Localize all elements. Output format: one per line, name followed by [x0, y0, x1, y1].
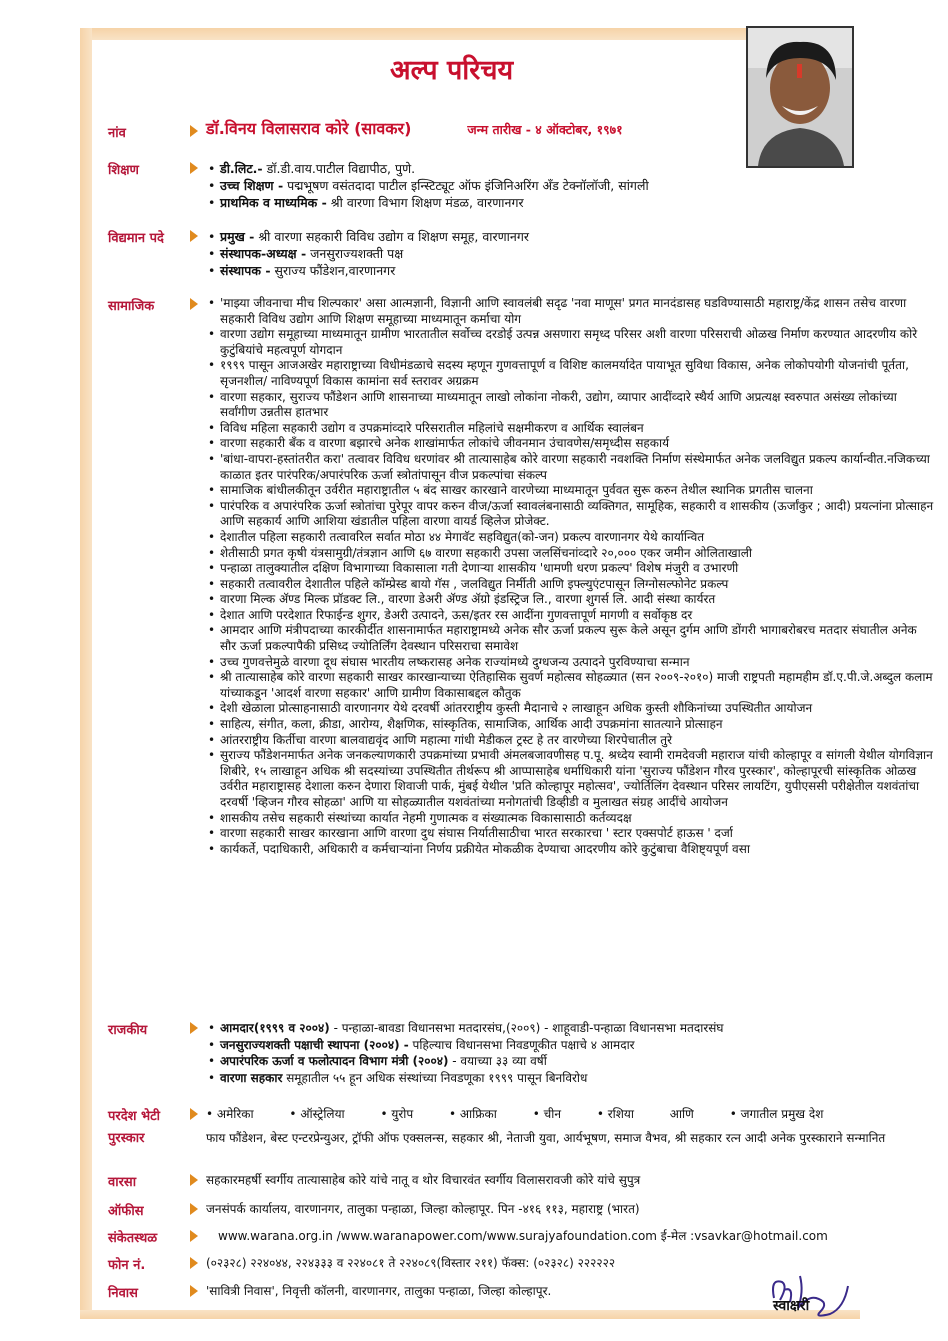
social-item: • वारणा मिल्क ॲण्ड मिल्क प्रॉडक्ट लि., वारणा डेअरी ॲण्ड ॲग्रो इंडस्ट्रिज लि., वारणा शुगर्स लि. आदी संस्था कार्यरत: [206, 592, 934, 608]
list-item: • वारणा सहकार समूहातील ५५ हून अधिक संस्थांच्या निवडणूका १९९९ पासून बिनविरोध: [206, 1070, 934, 1087]
social-item: • शासकीय तसेच सहकारी संस्थांच्या कार्यात नेहमी गुणात्मक व संख्यात्मक विकासासाठी कर्तव्यदक्ष: [206, 811, 934, 827]
social-item: • पारंपरिक व अपारंपरिक ऊर्जा स्त्रोतांचा पुरेपूर वापर करुन वीज/ऊर्जा स्वावलंबनासाठी व्यक्तिगत, सामूहिक, सहकारी व शासकीय (ऊर्जांकुर ; आदी) प्रयत्नांना प्रोत्साहन आणि सहकार्य आणि आशिया खंडातील पहिला वारणा वायर्ड व्हिलेज प्रोजेक्ट.: [206, 499, 934, 530]
social-item: • आमदार आणि मंत्रीपदाच्या कारकीर्दीत शासनामार्फत महाराष्ट्रामध्ये अनेक सौर ऊर्जा प्रकल्प सुरू केले असून दुर्गम आणि डोंगरी भागाबरोबरच मतदार संघातील अनेक सौर ऊर्जा प्रकल्पापैकी प्रसिध्द ज्योतिर्लिंग देवस्थान परिसराचा समावेश: [206, 623, 934, 654]
education-label: शिक्षण: [108, 163, 139, 178]
phone-text: (०२३२८) २२४०४४, २२४३३३ व २२४०८१ ते २२४०८९(विस्तार २११) फॅक्स: (०२३२८) २२२२२२: [206, 1256, 616, 1270]
arrow-icon: [190, 162, 198, 174]
social-item: • वारणा सहकारी बँक व वारणा बझारचे अनेक शाखांमार्फत लोकांचे जीवनमान उंचावणेस/समृध्दीस सहकार्य: [206, 436, 934, 452]
office-text: जनसंपर्क कार्यालय, वारणानगर, तालुका पन्हाळा, जिल्हा कोल्हापूर. पिन -४१६ ११३, महाराष्ट्र (भारत): [206, 1202, 640, 1216]
list-item: • उच्च शिक्षण - पद्मभूषण वसंतदादा पाटील इन्स्टिट्यूट ऑफ इंजिनिअरिंग अँड टेक्नॉलॉजी, सांगली: [206, 177, 934, 194]
social-item: • विविध महिला सहकारी उद्योग व उपक्रमांव्दारे परिसरातील महिलांचे सक्षमीकरण व आर्थिक स्वालंबन: [206, 421, 934, 437]
list-item: • प्रमुख - श्री वारणा सहकारी विविध उद्योग व शिक्षण समूह, वारणानगर: [206, 228, 934, 245]
arrow-icon: [190, 1108, 198, 1120]
social-item: • वारणा सहकारी साखर कारखाना आणि वारणा दुध संघास निर्यातीसाठीचा भारत सरकारचा ' स्टार एक्सपोर्ट हाऊस ' दर्जा: [206, 826, 934, 842]
phone-label: फोन नं.: [108, 1258, 146, 1273]
social-item: • 'माझ्या जीवनाचा मीच शिल्पकार' असा आत्मज्ञानी, विज्ञानी आणि स्वावलंबी सदृढ 'नवा माणूस' प्रगत मानदंडासह घडविण्यासाठी महाराष्ट्र/केंद्र शासन तसेच वारणा सहकारी विविध उद्योग आणि शिक्षण समूहाच्या माध्यमातून कर्माचा योग: [206, 296, 934, 327]
list-item: • आमदार(१९९९ व २००४) - पन्हाळा-बावडा विधानसभा मतदारसंघ,(२००९) - शाहूवाडी-पन्हाळा विधानसभा मतदारसंघ: [206, 1020, 934, 1037]
profile-photo: [746, 26, 854, 168]
country-item: • चीन: [532, 1107, 561, 1121]
arrow-icon: [190, 1203, 198, 1215]
list-item: • संस्थापक-अध्यक्ष - जनसुराज्यशक्ती पक्ष: [206, 245, 934, 262]
country-item: • युरोप: [380, 1107, 414, 1121]
social-item: • सुराज्य फौंडेशनमार्फत अनेक जनकल्याणकारी उपक्रमांच्या प्रभावी अंमलबजावणीसह प.पू. श्रध्देय स्वामी रामदेवजी महाराज यांची कोल्हापूर व सांगली येथील योगविज्ञान शिबीरे, १५ लाखाहून अधिक श्री सदस्यांच्या उपस्थितीत तीर्थरूप श्री आप्पासाहेब धर्माधिकारी यांना 'सुराज्य फौंडेशन गौरव पुरस्कार', कोल्हापूरची सांस्कृतिक ओळख उर्वरीत महाराष्ट्रासह देशाला करुन देणारा शिवाजी पार्क, मुंबई येथील 'प्रति कोल्हापूर महोत्सव', ज्योर्तिलिंग देवस्थान परिसर लायटिंग, युपीएससी परीक्षेतील यशवंतांचा दरवर्षी 'व्हिजन गौरव सोहळा' आणि या सोहळ्यातील यशवंतांच्या मनोगतांची डिव्हीडी व मुलाखत संग्रह आदींचे आयोजन: [206, 748, 934, 810]
country-item: आणि: [669, 1107, 694, 1121]
social-item: • कार्यकर्ते, पदाधिकारी, अधिकारी व कर्मचाऱ्यांना निर्णय प्रक्रीयेत मोकळीक देण्याचा आदरणीय कोरे कुटुंबाचा वैशिष्ट्यपूर्ण वसा: [206, 842, 934, 858]
social-item: • देशी खेळाला प्रोत्साहनासाठी वारणानगर येथे दरवर्षी आंतरराष्ट्रीय कुस्ती मैदानाचे २ लाखाहून अधिक कुस्ती शौकिनांच्या उपस्थितीत आयोजन: [206, 701, 934, 717]
list-item: • डी.लिट.- डॉ.डी.वाय.पाटील विद्यापीठ, पुणे.: [206, 160, 934, 177]
political-label: राजकीय: [108, 1023, 148, 1038]
top-border: [80, 28, 770, 40]
social-item: • उच्च गुणवत्तेमुळे वारणा दूध संघास भारतीय लष्करासह अनेक राज्यांमध्ये दुग्धजन्य उत्पादने पुरविण्याचा सन्मान: [206, 655, 934, 671]
page-title: अल्प परिचय: [390, 55, 514, 86]
arrow-icon: [190, 230, 198, 242]
foreign-label: परदेश भेटी: [108, 1109, 161, 1124]
arrow-icon: [190, 1285, 198, 1297]
website-text[interactable]: www.warana.org.in /www.waranapower.com/www.surajyafoundation.com ई-मेल :vsavkar@hotmail.com: [218, 1229, 828, 1243]
country-item: • अमेरिका: [206, 1107, 254, 1121]
list-item: • प्राथमिक व माध्यमिक - श्री वारणा विभाग शिक्षण मंडळ, वारणानगर: [206, 194, 934, 211]
country-item: • जगातील प्रमुख देश: [729, 1107, 824, 1121]
social-item: • देशातील पहिला सहकारी तत्वावरिल सर्वात मोठा ४४ मेगावॅट सहविद्युत(को-जन) प्रकल्प वारणानगर येथे कार्यान्वित: [206, 530, 934, 546]
residence-text: 'सावित्री निवास', निवृत्ती कॉलनी, वारणानगर, तालुका पन्हाळा, जिल्हा कोल्हापूर.: [206, 1284, 552, 1298]
name-label: नांव: [108, 126, 126, 141]
list-item: • अपारंपरिक ऊर्जा व फलोत्पादन विभाग मंत्री (२००४) - वयाच्या ३३ व्या वर्षी: [206, 1053, 934, 1070]
social-item: • वारणा सहकार, सुराज्य फौंडेशन आणि शासनाच्या माध्यमातून लाखो लोकांना नोकरी, उद्योग, व्यापार आदींव्दारे स्थैर्य आणि अप्रत्यक्ष स्वरुपात असंख्य लोकांच्या सर्वांगीण उन्नतीस हातभार: [206, 390, 934, 421]
social-list: [206, 296, 934, 857]
social-item: • सामाजिक बांधीलकीतून उर्वरीत महाराष्ट्रातील ५ बंद साखर कारखाने वारणेच्या माध्यमातून पुर्ववत सुरू करुन तेथील स्थानिक प्रगतीस चालना: [206, 483, 934, 499]
arrow-icon: [190, 1257, 198, 1269]
social-item: • १९९९ पासून आजअखेर महाराष्ट्राच्या विधीमंडळाचे सदस्य म्हणून गुणवत्तापूर्ण व विशिष्ट कालमर्यादेत पायाभूत सुविधा विकास, अनेक लोकोपयोगी योजनांची पूर्तता, सृजनशील/ नाविण्यपूर्ण विकास कामांना सर्व स्तरावर अग्रक्रम: [206, 358, 934, 389]
social-item: • वारणा उद्योग समूहाच्या माध्यमातून ग्रामीण भारतातील सर्वोच्च दरडोई उत्पन्न असणारा समृध्द परिसर अशी वारणा परिसराची ओळख निर्माण करण्यात आदरणीय कोरे कुटुंबियांचे महत्वपूर्ण योगदान: [206, 327, 934, 358]
country-item: • रशिया: [596, 1107, 634, 1121]
heritage-label: वारसा: [108, 1175, 137, 1190]
heritage-text: सहकारमहर्षी स्वर्गीय तात्यासाहेब कोरे यांचे नातू व थोर विचारवंत स्वर्गीय विलासरावजी कोरे यांचे सुपुत्र: [206, 1173, 641, 1187]
arrow-icon: [190, 1174, 198, 1186]
residence-label: निवास: [108, 1286, 138, 1301]
office-label: ऑफीस: [108, 1204, 144, 1219]
website-label: संकेतस्थळ: [108, 1231, 158, 1246]
signature-label: स्वाक्षरी: [773, 1298, 810, 1314]
left-border: [80, 28, 92, 1318]
country-item: • आफ्रिका: [449, 1107, 497, 1121]
social-item: • देशात आणि परदेशात रिफाईन्ड शुगर, डेअरी उत्पादने, ऊस/इतर रस आदींना गुणवत्तापूर्ण मागणी व सर्वोकृष्ठ दर: [206, 608, 934, 624]
positions-label: विद्यमान पदे: [108, 231, 164, 246]
awards-text: फाय फौंडेशन, बेस्ट एन्टरप्रेन्युअर, ट्रॉफी ऑफ एक्सलन्स, सहकार श्री, नेताजी युवा, आर्यभूषण, समाज वैभव, श्री सहकार रत्न आदी अनेक पुरस्काराने सन्मानित: [206, 1131, 886, 1145]
date-of-birth: जन्म तारीख - ४ ऑक्टोबर, १९७१: [467, 122, 623, 137]
country-item: • ऑस्ट्रेलिया: [289, 1107, 345, 1121]
social-item: • श्री तात्यासाहेब कोरे वारणा सहकारी साखर कारखान्याच्या ऐतिहासिक सुवर्ण महोत्सव सोहळ्यात (सन २००९-२०१०) माजी राष्ट्रपती महामहीम डॉ.ए.पी.जे.अब्दुल कलाम यांच्याकडून 'आदर्श वारणा सहकार' आणि ग्रामीण विकासाबद्दल कौतुक: [206, 670, 934, 701]
arrow-icon: [190, 298, 198, 310]
social-item: • शेतीसाठी प्रगत कृषी यंत्रसामुग्री/तंत्रज्ञान आणि ६७ वारणा सहकारी उपसा जलसिंचनांव्दारे २०,००० एकर जमीन ओलिताखाली: [206, 546, 934, 562]
social-item: • सहकारी तत्वावरील देशातील पहिले कॉम्प्रेस्ड बायो गॅस , जलविद्युत निर्मीती आणि इफ्ल्युएंटपासून लिग्नोसल्फोनेट प्रकल्प: [206, 577, 934, 593]
list-item: • संस्थापक - सुराज्य फौंडेशन,वारणानगर: [206, 262, 934, 279]
arrow-icon: [190, 1230, 198, 1242]
arrow-icon: [190, 125, 198, 137]
social-item: • साहित्य, संगीत, कला, क्रीडा, आरोग्य, शैक्षणिक, सांस्कृतिक, सामाजिक, आर्थिक आदी उपक्रमांना सातत्याने प्रोत्साहन: [206, 717, 934, 733]
list-item: • जनसुराज्यशक्ती पक्षाची स्थापना (२००४) - पहिल्याच विधानसभा निवडणूकीत पक्षाचे ४ आमदार: [206, 1037, 934, 1054]
arrow-icon: [190, 1022, 198, 1034]
social-item: • आंतरराष्ट्रीय किर्तीचा वारणा बालवाद्यवृंद आणि महात्मा गांधी मेडीकल ट्रस्ट हे तर वारणेच्या शिरपेचातील तुरे: [206, 733, 934, 749]
social-item: • 'बांधा-वापरा-हस्तांतरीत करा' तत्वावर विविध धरणांवर श्री तात्यासाहेब कोरे वारणा सहकारी नवशक्ति निर्माण संस्थेमार्फत अनेक जलविद्युत प्रकल्प कार्यान्वीत.नजिकच्या काळात इतर पारंपरिक/अपारंपरिक ऊर्जा स्त्रोतांपासून वीज प्रकल्पांचा संकल्प: [206, 452, 934, 483]
awards-label: पुरस्कार: [108, 1131, 145, 1146]
social-item: • पन्हाळा तालुक्यातील दक्षिण विभागाच्या विकासाला गती देणाऱ्या शासकीय 'धामणी धरण प्रकल्प' विशेष मंजुरी व उभारणी: [206, 561, 934, 577]
social-label: सामाजिक: [108, 299, 155, 314]
bottom-border: [80, 1310, 860, 1319]
person-name: डॉ.विनय विलासराव कोरे (सावकर): [206, 119, 412, 138]
